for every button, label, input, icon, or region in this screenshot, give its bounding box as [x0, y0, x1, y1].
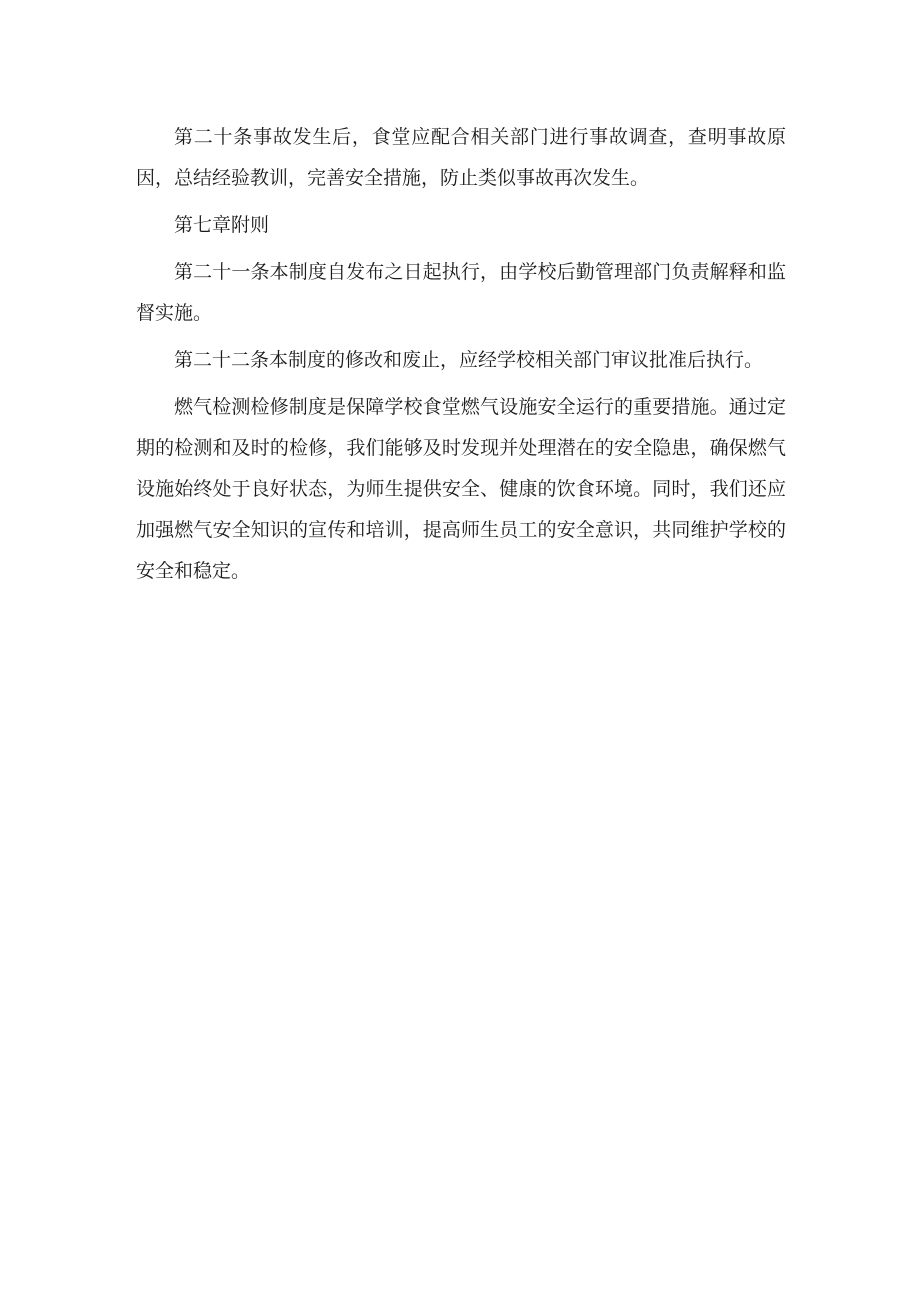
chapter-heading: 第七章附则: [174, 214, 270, 236]
paragraph-article-20: 第二十条事故发生后，食堂应配合相关部门进行事故调查，查明事故原因，总结经验教训，完善安全措施，防止类似事故再次发生。: [136, 126, 786, 189]
paragraph-article-22: 第二十二条本制度的修改和废止，应经学校相关部门审议批准后执行。: [174, 349, 764, 371]
paragraph-summary: 燃气检测检修制度是保障学校食堂燃气设施安全运行的重要措施。通过定期的检测和及时的检修，我们能够及时发现并处理潜在的安全隐患，确保燃气设施始终处于良好状态，为师生提供安全、健康的饮食环境。同时，我们还应加强燃气安全知识的宣传和培训，提高师生员工的安全意识，共同维护学校的安全和稳定。: [136, 396, 786, 582]
paragraph-article-21: 第二十一条本制度自发布之日起执行，由学校后勤管理部门负责解释和监督实施。: [136, 261, 786, 324]
document-body: [136, 117, 786, 598]
